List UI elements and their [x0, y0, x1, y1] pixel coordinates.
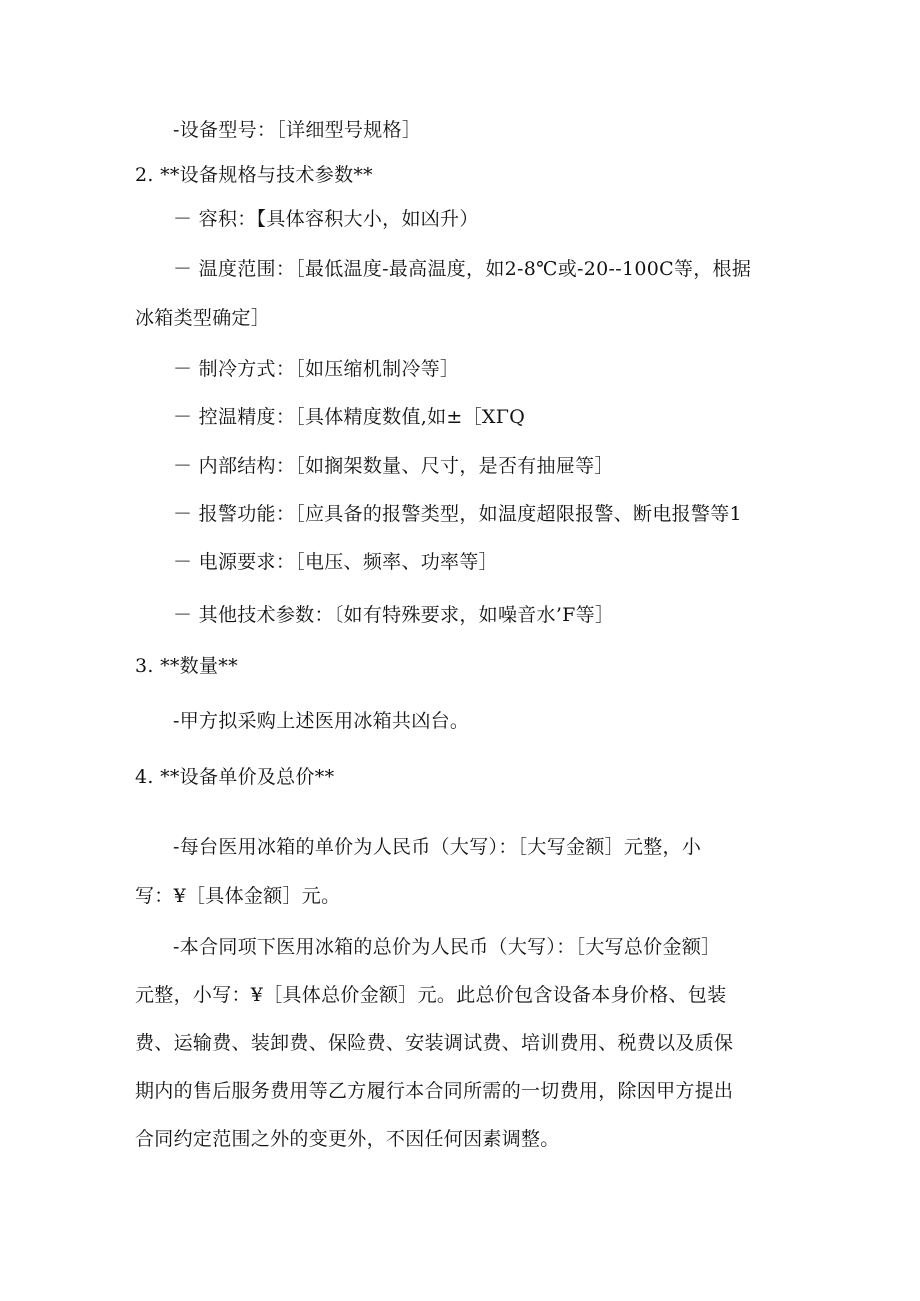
temperature-accuracy-line: － 控温精度：［具体精度数值,如±［XΓQ — [173, 406, 526, 428]
total-price-line-3: 费、运输费、装卸费、保险费、安装调试费、培训费用、税费以及质保 — [135, 1032, 734, 1054]
total-price-line-5: 合同约定范围之外的变更外，不因任何因素调整。 — [135, 1128, 560, 1150]
section-2-heading: 2. **设备规格与技术参数** — [135, 164, 373, 186]
quantity-line: -甲方拟采购上述医用冰箱共凶台。 — [173, 710, 470, 732]
volume-line: － 容积：【具体容积大小，如凶升） — [173, 208, 479, 230]
alarm-function-line: － 报警功能：［应具备的报警类型，如温度超限报警、断电报警等1 — [173, 503, 742, 525]
section-4-heading: 4. **设备单价及总价** — [135, 766, 335, 788]
total-price-line: -本合同项下医用冰箱的总价为人民币（大写）：［大写总价金额］ — [173, 936, 721, 958]
other-parameters-line: － 其他技术参数：〔如有特殊要求，如噪音水’F等］ — [173, 604, 615, 626]
unit-price-line: -每台医用冰箱的单价为人民币（大写）：［大写金额］元整，小 — [173, 836, 702, 858]
model-line: -设备型号：［详细型号规格］ — [173, 119, 422, 141]
power-requirement-line: － 电源要求：［电压、频率、功率等］ — [173, 551, 498, 573]
total-price-line-2: 元整，小写：¥［具体总价金额］元。此总价包含设备本身价格、包装 — [135, 984, 727, 1006]
internal-structure-line: － 内部结构：［如搁架数量、尺寸，是否有抽屉等］ — [173, 455, 614, 477]
temperature-range-continued: 冰箱类型确定］ — [135, 307, 271, 329]
temperature-range-line: － 温度范围：［最低温度-最高温度，如2-8℃或-20--100C等，根据 — [173, 258, 752, 280]
section-3-heading: 3. **数量** — [135, 655, 238, 677]
unit-price-continued: 写：¥［具体金额］元。 — [135, 885, 341, 907]
cooling-method-line: － 制冷方式：［如压缩机制冷等］ — [173, 358, 460, 380]
total-price-line-4: 期内的售后服务费用等乙方履行本合同所需的一切费用，除因甲方提出 — [135, 1080, 734, 1102]
